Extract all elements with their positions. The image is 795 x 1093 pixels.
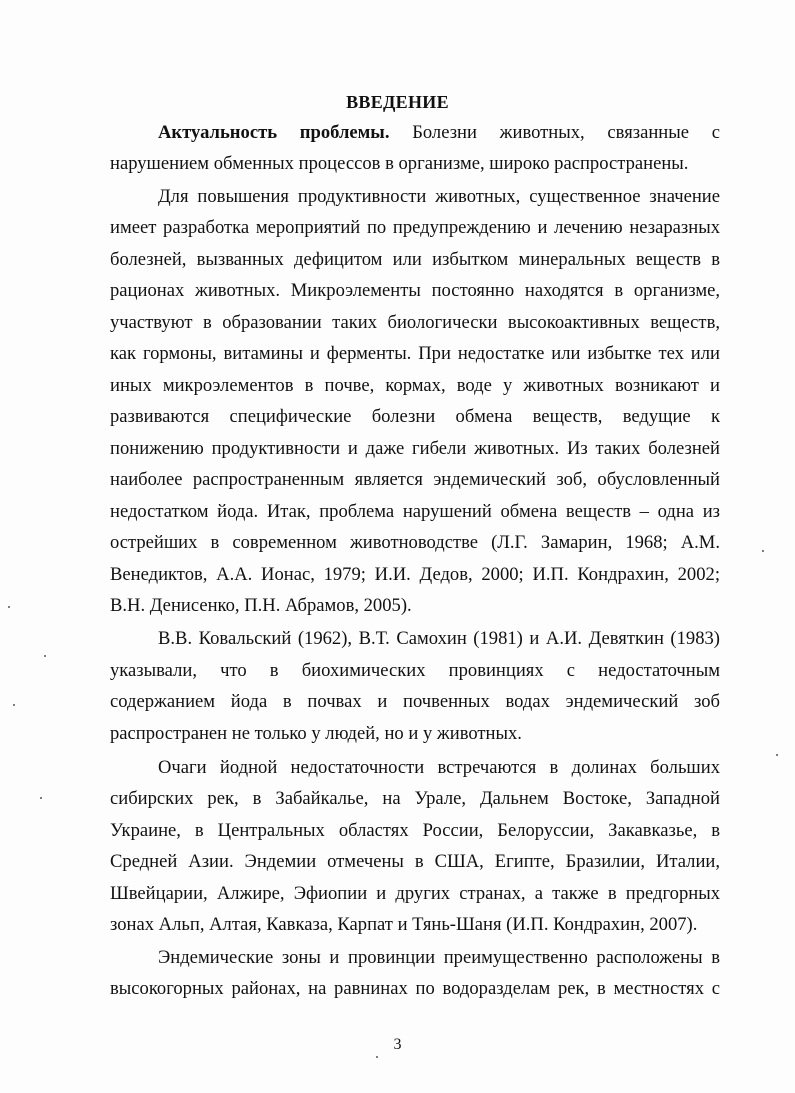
paragraph-line: Швейцарии, Алжире, Эфиопии и других странах, а также в предгорных [110, 883, 720, 904]
paragraph-line: сибирских рек, в Забайкалье, на Урале, Дальнем Востоке, Западной [110, 788, 720, 809]
lead-bold-text: Актуальность проблемы. [158, 122, 390, 143]
paragraph-line: В.В. Ковальский (1962), В.Т. Самохин (1981) и А.И. Девяткин (1983) [158, 628, 720, 649]
paragraph-line: имеет разработка мероприятий по предупреждению и лечению незаразных [110, 217, 720, 238]
paragraph-line: участвуют в образовании таких биологически высокоактивных веществ, [110, 312, 720, 333]
page-number: 3 [393, 1036, 402, 1053]
scan-speck [8, 606, 10, 608]
scan-speck [40, 797, 42, 799]
paragraph-line: болезней, вызванных дефицитом или избытком минеральных веществ в [110, 249, 720, 270]
scan-speck [762, 550, 764, 552]
scan-speck [376, 1056, 378, 1058]
paragraph-line: высокогорных районах, на равнинах по водоразделам рек, в местностях с [110, 978, 720, 999]
paragraph-line: иных микроэлементов в почве, кормах, воде у животных возникают и [110, 375, 720, 396]
section-heading: ВВЕДЕНИЕ [346, 92, 449, 112]
scan-speck [44, 655, 46, 657]
paragraph-line: содержанием йода в почвах и почвенных водах эндемический зоб [110, 691, 720, 712]
paragraph-line: недостатком йода. Итак, проблема нарушений обмена веществ – одна из [110, 501, 720, 522]
paragraph-line: как гормоны, витамины и ферменты. При недостатке или избытке тех или [110, 343, 720, 364]
paragraph-1-line-2: нарушением обменных процессов в организме, широко распространены. [110, 153, 689, 174]
paragraph-line: Венедиктов, А.А. Ионас, 1979; И.И. Дедов, 2000; И.П. Кондрахин, 2002; [110, 564, 720, 585]
paragraph-line: Очаги йодной недостаточности встречаются в долинах больших [158, 757, 720, 778]
paragraph-line: Эндемические зоны и провинции преимущественно расположены в [158, 947, 720, 968]
paragraph-line: понижению продуктивности и даже гибели животных. Из таких болезней [110, 438, 720, 459]
paragraph-line: рационах животных. Микроэлементы постоянно находятся в организме, [110, 280, 720, 301]
paragraph-line: Для повышения продуктивности животных, существенное значение [158, 186, 720, 207]
scan-speck [776, 754, 778, 756]
paragraph-line: наиболее распространенным является эндемический зоб, обусловленный [110, 469, 720, 490]
paragraph-1-line-1 [158, 121, 720, 145]
paragraph-line: зонах Альп, Алтая, Кавказа, Карпат и Тянь-Шаня (И.П. Кондрахин, 2007). [110, 914, 698, 935]
paragraph-line: развиваются специфические болезни обмена веществ, ведущие к [110, 406, 720, 427]
paragraph-line: Украине, в Центральных областях России, Белоруссии, Закавказье, в [110, 820, 720, 841]
paragraph-line: Средней Азии. Эндемии отмечены в США, Египте, Бразилии, Италии, [110, 851, 720, 872]
paragraph-line: распространен не только у людей, но и у животных. [110, 723, 522, 744]
paragraph-line: острейших в современном животноводстве (Л.Г. Замарин, 1968; А.М. [110, 532, 720, 553]
paragraph-line: указывали, что в биохимических провинциях с недостаточным [110, 660, 720, 681]
paragraph-line: В.Н. Денисенко, П.Н. Абрамов, 2005). [110, 595, 412, 616]
scan-speck [13, 704, 15, 706]
line-text: Болезни животных, связанные с [412, 122, 720, 143]
